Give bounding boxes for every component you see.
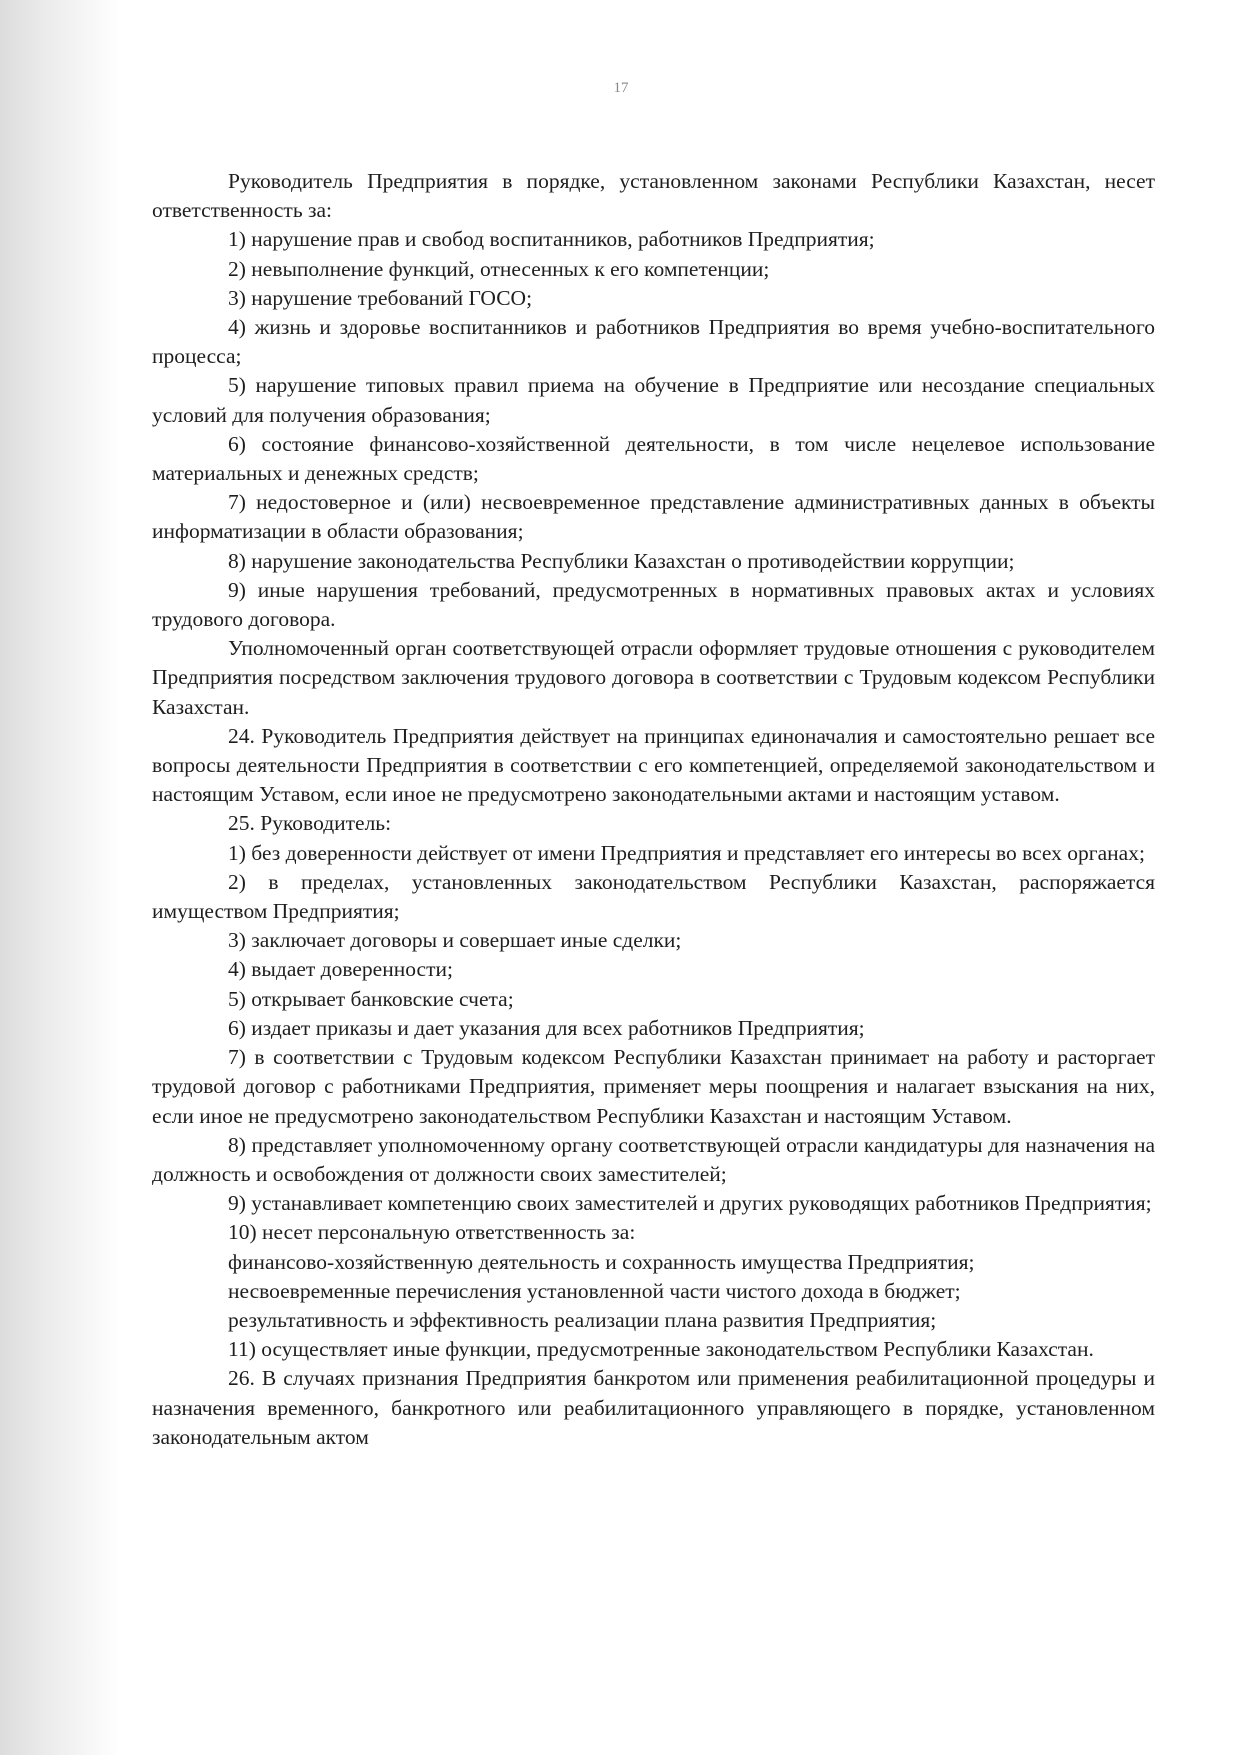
paragraph: 1) нарушение прав и свобод воспитанников, работников Предприятия; — [228, 227, 875, 252]
paragraph: финансово-хозяйственную деятельность и сохранность имущества Предприятия; — [228, 1249, 975, 1274]
document-body — [152, 167, 1155, 1452]
paragraph: 4) жизнь и здоровье воспитанников и работников Предприятия во время учебно-воспитательного процесса; — [152, 315, 1155, 369]
paragraph: 24. Руководитель Предприятия действует на принципах единоначалия и самостоятельно решает все вопросы деятельности Предприятия в соответствии с его компетенцией, определяемой законодательством и настоящим Уставом, если иное не предусмотрено законодательными актами и настоящим уставом. — [152, 723, 1155, 807]
paragraph: 7) недостоверное и (или) несвоевременное представление административных данных в объекты информатизации в области образования; — [152, 490, 1155, 544]
paragraph: Руководитель Предприятия в порядке, установленном законами Республики Казахстан, несет ответственность за: — [152, 169, 1155, 223]
paragraph: несвоевременные перечисления установленной части чистого дохода в бюджет; — [228, 1278, 961, 1303]
paragraph: 2) в пределах, установленных законодательством Республики Казахстан, распоряжается имуществом Предприятия; — [152, 869, 1155, 924]
paragraph: 9) иные нарушения требований, предусмотренных в нормативных правовых актах и условиях трудового договора. — [152, 577, 1155, 632]
paragraph: 8) представляет уполномоченному органу соответствующей отрасли кандидатуры для назначения на должность и освобождения от должности своих заместителей; — [152, 1132, 1155, 1186]
paragraph: 1) без доверенности действует от имени Предприятия и представляет его интересы во всех органах; — [228, 840, 1145, 865]
paragraph: 6) состояние финансово-хозяйственной деятельности, в том числе нецелевое использование материальных и денежных средств; — [152, 431, 1155, 486]
paragraph: 4) выдает доверенности; — [228, 957, 453, 982]
paragraph: Уполномоченный орган соответствующей отрасли оформляет трудовые отношения с руководителем Предприятия посредством заключения трудового договора в соответствии с Трудовым кодексом Республики Казахстан. — [152, 636, 1155, 719]
paragraph: 2) невыполнение функций, отнесенных к его компетенции; — [228, 256, 770, 281]
paragraph: 8) нарушение законодательства Республики Казахстан о противодействии коррупции; — [228, 548, 1015, 573]
paragraph: 26. В случаях признания Предприятия банкротом или применения реабилитационной процедуры и назначения временного, банкротного или реабилитационного управляющего в порядке, установленном законодательным актом — [152, 1366, 1155, 1449]
paragraph: 3) нарушение требований ГОСО; — [228, 285, 533, 310]
paragraph: 25. Руководитель: — [228, 811, 392, 836]
paragraph: 5) открывает банковские счета; — [228, 986, 514, 1011]
paragraph: 3) заключает договоры и совершает иные сделки; — [228, 928, 682, 953]
paragraph: 10) несет персональную ответственность за: — [228, 1220, 636, 1245]
paragraph: 6) издает приказы и дает указания для всех работников Предприятия; — [228, 1015, 865, 1040]
paragraph: 5) нарушение типовых правил приема на обучение в Предприятие или несоздание специальных условий для получения образования; — [152, 373, 1155, 427]
page-number: 17 — [613, 80, 629, 96]
paragraph: 11) осуществляет иные функции, предусмотренные законодательством Республики Казахстан. — [228, 1337, 1094, 1362]
paragraph: 9) устанавливает компетенцию своих заместителей и других руководящих работников Предприятия; — [228, 1191, 1152, 1216]
paragraph: результативность и эффективность реализации плана развития Предприятия; — [228, 1307, 937, 1332]
paragraph: 7) в соответствии с Трудовым кодексом Республики Казахстан принимает на работу и расторгает трудовой договор с работниками Предприятия, применяет меры поощрения и налагает взыскания на них, если иное не предусмотрено законодательством Республики Казахстан и настоящим Уставом. — [152, 1045, 1155, 1128]
